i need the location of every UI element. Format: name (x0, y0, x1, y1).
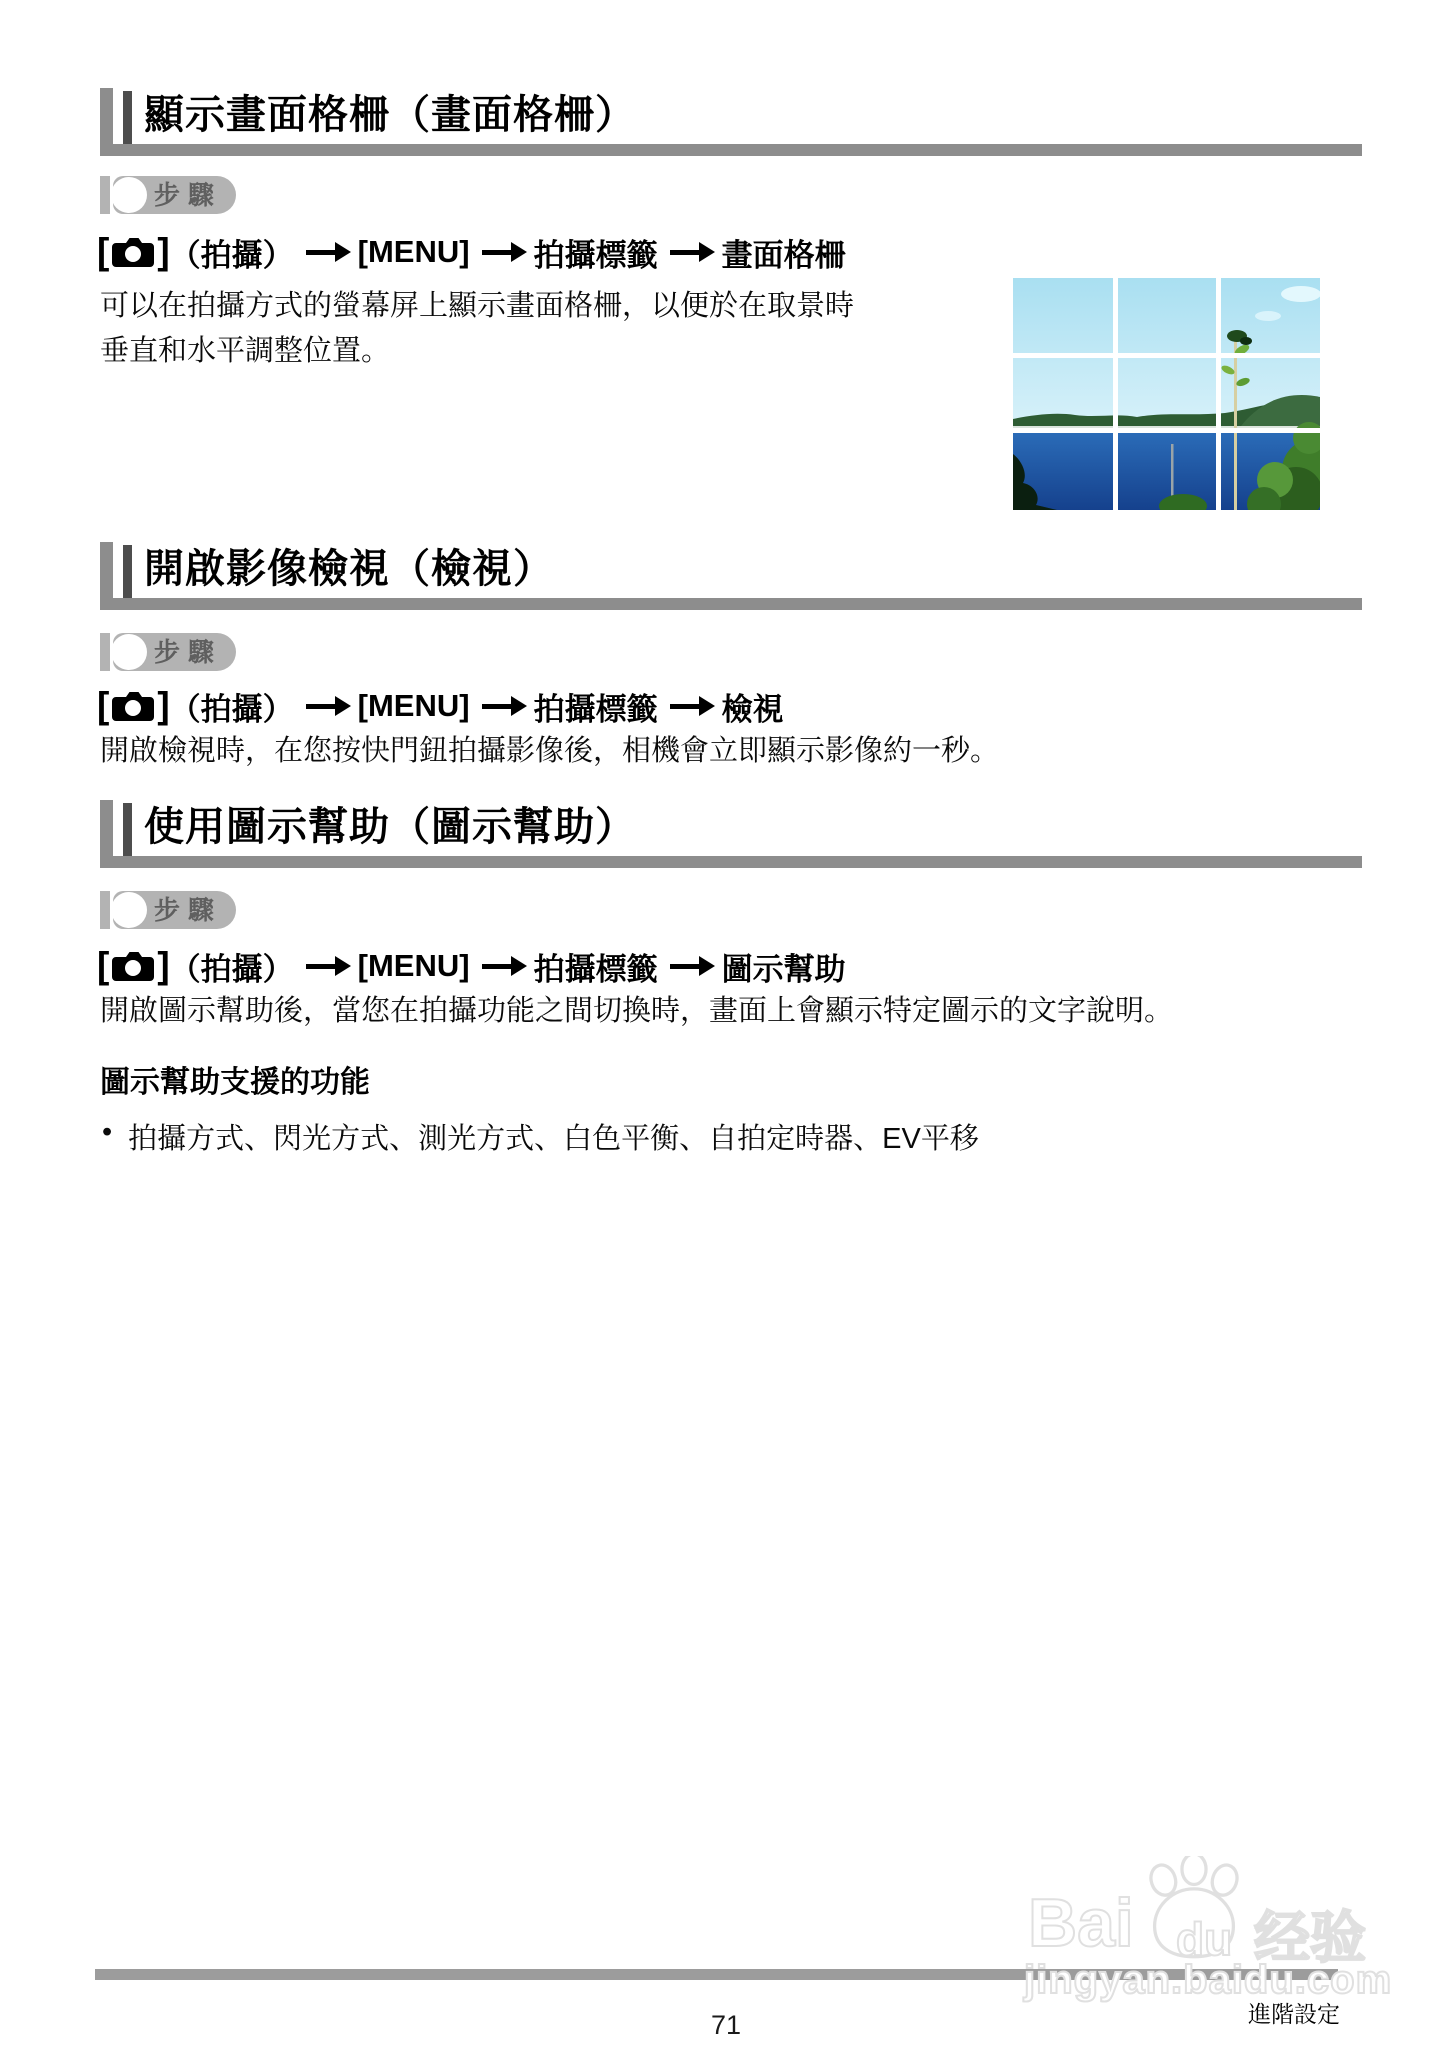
section-title: 使用圖示幫助（圖示幫助） (144, 805, 636, 849)
heading-underline (100, 856, 1362, 868)
right-arrow-icon (482, 964, 512, 969)
heading-bar-dark (123, 91, 132, 144)
baidu-watermark (1018, 1860, 1418, 2020)
watermark-du-text: du (1176, 1913, 1233, 1965)
right-arrow-icon (670, 704, 700, 709)
step-badge (100, 176, 236, 214)
watermark-brand-text: Bai (1028, 1885, 1134, 1961)
menu-label: [MENU] (357, 234, 470, 269)
step-badge-label: 步驟 (153, 180, 222, 210)
right-arrow-icon (306, 964, 336, 969)
bracket-open: [ (97, 685, 110, 726)
footer-section-label: 進階設定 (1248, 2001, 1340, 2027)
icon-help-bullet (102, 1116, 979, 1157)
watermark-cn-text: 经验 (1254, 1906, 1366, 1969)
body-text: 可以在拍攝方式的螢幕屏上顯示畫面格柵，以便於在取景時 (100, 290, 855, 322)
body-text: 垂直和水平調整位置。 (100, 335, 391, 367)
badge-strip (100, 633, 110, 671)
tab-label: 拍攝標籤 (533, 951, 658, 987)
camera-icon (112, 236, 154, 268)
step-badge-label: 步驟 (153, 895, 222, 925)
bracket-close: ] (157, 685, 170, 726)
bracket-close: ] (157, 231, 170, 272)
bullet-icon: • (102, 1116, 113, 1148)
heading-underline (100, 598, 1362, 610)
tab-label: 拍攝標籤 (533, 691, 658, 727)
step-badge-label: 步驟 (153, 637, 222, 667)
menu-path (97, 943, 846, 989)
heading-bar-dark (123, 803, 132, 856)
mode-label: （拍攝） (169, 237, 294, 273)
section-heading-grid (100, 88, 1362, 156)
menu-label: [MENU] (357, 948, 470, 983)
right-arrow-icon (670, 964, 700, 969)
bracket-open: [ (97, 945, 110, 986)
section-heading-review (100, 542, 1362, 610)
watermark-url: jingyan.baidu.com (1024, 1958, 1393, 2002)
bracket-open: [ (97, 231, 110, 272)
target-label: 圖示幫助 (721, 951, 846, 987)
bracket-close: ] (157, 945, 170, 986)
grid-overlay-photo (1013, 278, 1320, 510)
seascape-image (1013, 278, 1320, 510)
mode-label: （拍攝） (169, 691, 294, 727)
badge-strip (100, 891, 110, 929)
camera-icon (112, 690, 154, 722)
step-badge (100, 891, 236, 929)
right-arrow-icon (306, 704, 336, 709)
target-label: 檢視 (721, 691, 784, 727)
heading-bar-dark (123, 545, 132, 598)
body-text: 開啟圖示幫助後，當您在拍攝功能之間切換時，畫面上會顯示特定圖示的文字說明。 (100, 995, 1174, 1027)
menu-path (97, 229, 846, 275)
heading-underline (100, 144, 1362, 156)
target-label: 畫面格柵 (721, 237, 846, 273)
page-number: 71 (710, 2010, 742, 2040)
body-text: 開啟檢視時，在您按快門鈕拍攝影像後，相機會立即顯示影像約一秒。 (100, 735, 1000, 767)
mode-label: （拍攝） (169, 951, 294, 987)
tab-label: 拍攝標籤 (533, 237, 658, 273)
right-arrow-icon (306, 250, 336, 255)
section-heading-icon-help (100, 800, 1362, 868)
section-title: 顯示畫面格柵（畫面格柵） (144, 93, 636, 137)
menu-label: [MENU] (357, 688, 470, 723)
section-title: 開啟影像檢視（檢視） (144, 547, 554, 591)
icon-help-subheading: 圖示幫助支援的功能 (100, 1066, 370, 1099)
step-badge (100, 633, 236, 671)
right-arrow-icon (670, 250, 700, 255)
camera-icon (112, 950, 154, 982)
bullet-text: 拍攝方式、閃光方式、測光方式、白色平衡、自拍定時器、EV平移 (128, 1123, 979, 1155)
menu-path (97, 683, 784, 729)
badge-strip (100, 176, 110, 214)
right-arrow-icon (482, 250, 512, 255)
right-arrow-icon (482, 704, 512, 709)
